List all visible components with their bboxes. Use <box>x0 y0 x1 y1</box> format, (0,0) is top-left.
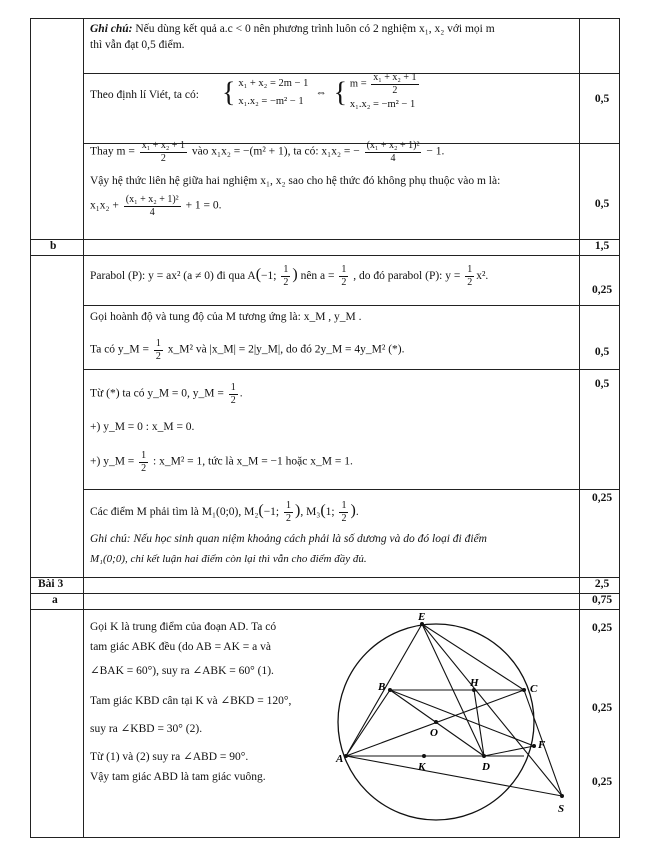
row-divider <box>31 255 619 256</box>
geo-line-1: Gọi K là trung điểm của đoạn AD. Ta có <box>90 621 277 633</box>
segment-bf <box>390 690 534 746</box>
geo-line-3: ∠BAK = 60°), suy ra ∠ABK = 60° (1). <box>90 665 274 677</box>
point-c <box>522 688 526 692</box>
score-relation: 0,5 <box>594 198 610 210</box>
bai-3-label: Bài 3 <box>38 578 64 590</box>
case-1: +) y_M = 0 : x_M = 0. <box>90 421 195 433</box>
row-divider <box>31 609 619 610</box>
score-bai3: 2,5 <box>594 578 610 590</box>
score-from: 0,5 <box>594 378 610 390</box>
case-2: +) y_M = $\frac{1}{2}$ : x_M² = 1, tức là x_M = −1 hoặc x_M = 1. <box>90 450 353 474</box>
row-divider <box>83 305 619 306</box>
geo-line-4: Tam giác KBD cân tại K và ∠BKD = 120°, <box>90 695 292 707</box>
score-geo-3: 0,25 <box>591 776 613 788</box>
viet-system: { x₁ + x₂ = 2m − 1 x₁.x₂ = −m² − 1 ⇔ { m = $\frac{\text{x₁ + x₂ + 1}}{2}$ x₁.x₂ = −m² − 1 <box>222 72 417 110</box>
label-d: D <box>482 761 490 773</box>
label-e: E <box>418 611 426 623</box>
note-1-line-2: thì vẫn đạt 0,5 điểm. <box>90 39 185 51</box>
row-divider <box>83 369 619 370</box>
label-c: C <box>530 683 538 695</box>
label-o: O <box>430 727 438 739</box>
note-1-line-1: Ghi chú: Nếu dùng kết quả a.c < 0 nên phương trình luôn có 2 nghiệm x₁, x₂ với mọi m <box>90 23 495 35</box>
point-k <box>422 754 426 758</box>
label-s: S <box>558 803 565 815</box>
row-divider <box>31 239 619 240</box>
label-h: H <box>470 677 479 689</box>
segment-df <box>484 746 534 756</box>
score-geo-1: 0,25 <box>591 622 613 634</box>
point-f <box>532 744 536 748</box>
row-divider <box>83 489 619 490</box>
row-divider <box>31 593 619 594</box>
point-d <box>482 754 486 758</box>
note-2-line-2: M₁(0;0), chỉ kết luận hai điểm còn lại thì vẫn cho điểm đầy đủ. <box>90 553 367 565</box>
geo-line-2: tam giác ABK đều (do AB = AK = a và <box>90 641 271 653</box>
point-a <box>344 754 348 758</box>
score-points: 0,25 <box>591 492 613 504</box>
part-b-label: b <box>50 240 57 252</box>
score-have: 0,5 <box>594 346 610 358</box>
geo-line-6: Từ (1) và (2) suy ra ∠ABD = 90°. <box>90 751 249 763</box>
segment-as <box>346 756 562 796</box>
segment-es <box>422 624 562 796</box>
label-k: K <box>418 761 426 773</box>
geo-line-7: Vậy tam giác ABD là tam giác vuông. <box>90 771 266 783</box>
note-2-line-1: Ghi chú: Nếu học sinh quan niệm khoảng cách phải là số dương và do đó loại đi điểm <box>90 533 487 545</box>
label-b: B <box>378 681 386 693</box>
point-s <box>560 794 564 798</box>
geometry-figure <box>334 611 574 818</box>
part-a-label: a <box>52 594 58 606</box>
segment-ab <box>346 690 390 756</box>
have-line: Ta có y_M = $\frac{1}{2}$ x_M² và |x_M| = 2|y_M|, do đó 2y_M = 4y_M² (*). <box>90 338 405 362</box>
score-geo-2: 0,25 <box>591 702 613 714</box>
viet-intro: Theo định lí Viét, ta có: <box>90 89 199 101</box>
relation-formula: x₁x₂ + $\frac{\text{(x₁ + x₂ + 1)²}}{4}$ + 1 = 0. <box>90 194 222 218</box>
column-divider-2 <box>579 19 580 837</box>
label-a: A <box>336 753 344 765</box>
column-divider-1 <box>83 19 84 837</box>
substitution-line: Thay m = $\frac{\text{x₁ + x₂ + 1}}{2}$ vào x₁x₂ = −(m² + 1), ta có: x₁x₂ = − $\frac{\text{(x₁ + x₂ + 1)²}}{4}$ − 1. <box>90 140 445 164</box>
relation-text: Vậy hệ thức liên hệ giữa hai nghiệm x₁, x₂ sao cho hệ thức đó không phụ thuộc vào m là: <box>90 175 501 187</box>
score-viet: 0,5 <box>594 93 610 105</box>
parabol-line: Parabol (P): y = ax² (a ≠ 0) đi qua A(−1; $\frac{1}{2}$ ) nên a = $\frac{1}{2}$ , do đó parabol (P): y = $\frac{1}{2}$ x². <box>90 264 489 288</box>
point-b <box>388 688 392 692</box>
coord-line: Gọi hoành độ và tung độ của M tương ứng là: x_M , y_M . <box>90 311 362 323</box>
score-a: 0,75 <box>591 594 613 606</box>
from-line: Từ (*) ta có y_M = 0, y_M = $\frac{1}{2}$ . <box>90 382 243 406</box>
points-line: Các điểm M phải tìm là M₁(0;0), M₂(−1; $\frac{1}{2}$ ), M₃(1; $\frac{1}{2}$ ). <box>90 500 359 524</box>
label-f: F <box>538 739 546 751</box>
score-parabol: 0,25 <box>591 284 613 296</box>
point-o <box>434 720 438 724</box>
row-divider <box>31 577 619 578</box>
geo-line-5: suy ra ∠KBD = 30° (2). <box>90 723 203 735</box>
score-b: 1,5 <box>594 240 610 252</box>
